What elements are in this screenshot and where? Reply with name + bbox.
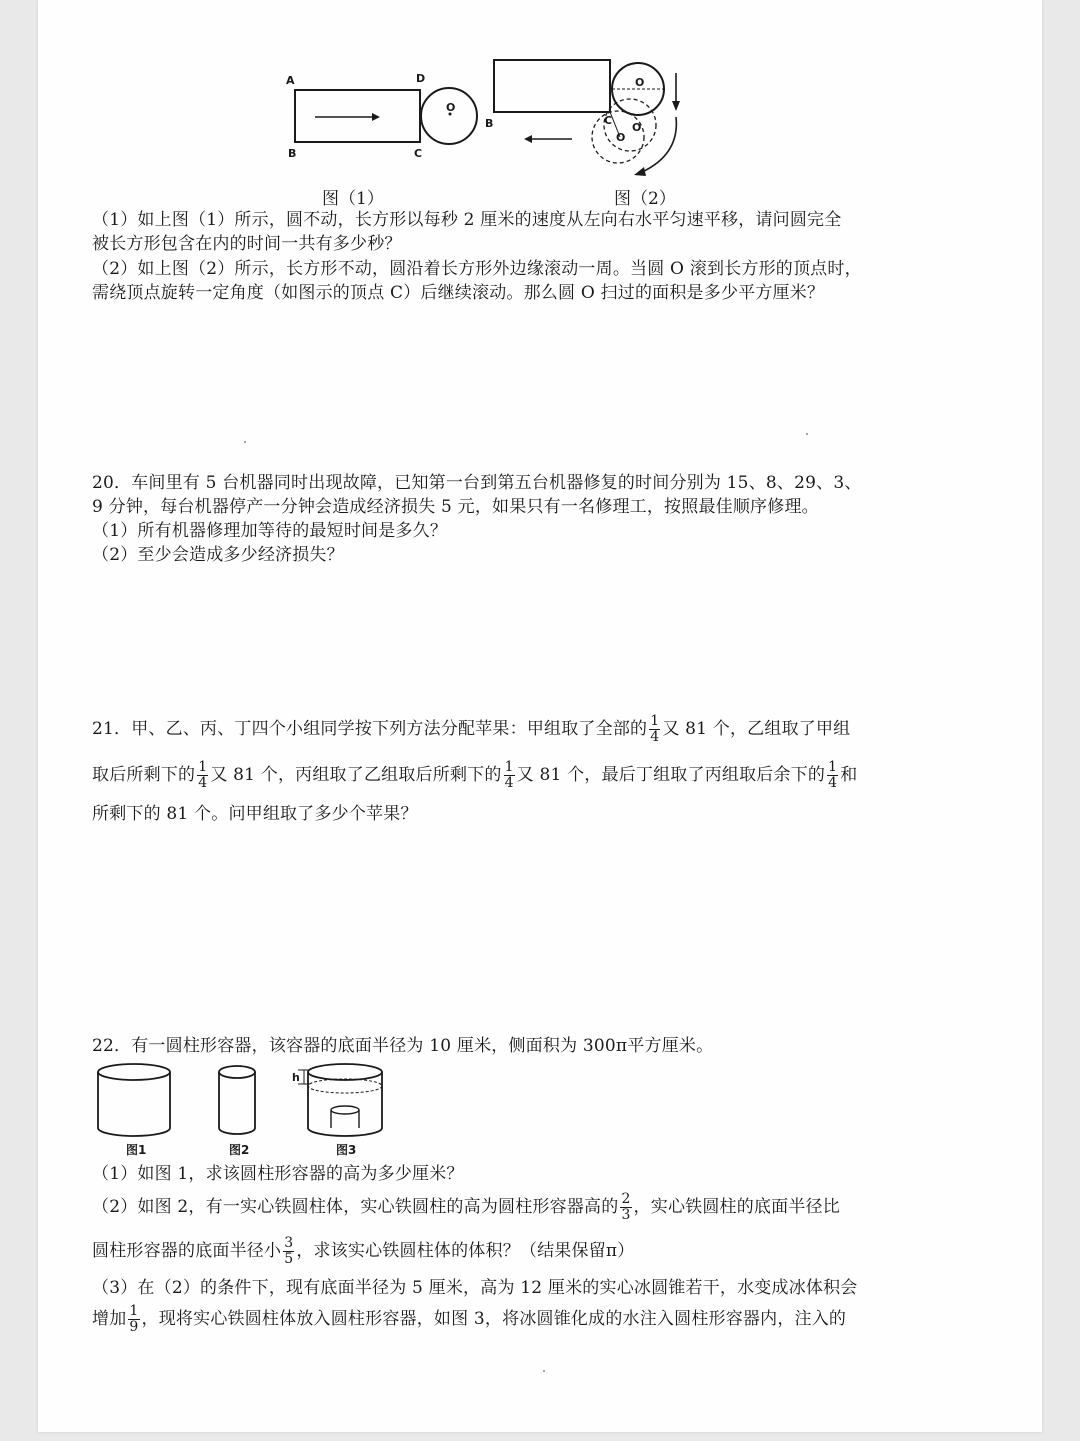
return-arrow-head bbox=[524, 135, 532, 143]
label-b-fig2: B bbox=[485, 117, 494, 130]
label-o-fig2-low: O bbox=[616, 131, 626, 144]
q22-p2-text-c: 圆柱形容器的底面半径小 bbox=[92, 1241, 282, 1261]
q22-fraction-three-fifths: $\frac{3}{5}$ bbox=[284, 1235, 294, 1267]
iron-cylinder-top bbox=[219, 1066, 255, 1078]
q19-part2-line2: 需绕顶点旋转一定角度（如图示的顶点 C）后继续滚动。那么圆 O 扫过的面积是多少平方厘米？ bbox=[92, 283, 825, 303]
motion-arrow-head bbox=[372, 113, 380, 121]
q22-part3-line1: （3）在（2）的条件下，现有底面半径为 5 厘米，高为 12 厘米的实心冰圆锥若干，水变成冰体积会 bbox=[92, 1278, 858, 1298]
cylinder-bottom bbox=[98, 1128, 170, 1136]
q21-line3: 所剩下的 81 个。问甲组取了多少个苹果？ bbox=[92, 804, 418, 824]
q21-l1-text-b: 又 81 个，乙组取了甲组 bbox=[662, 719, 851, 739]
iron-cylinder-bottom bbox=[219, 1128, 255, 1134]
label-d: D bbox=[416, 72, 426, 85]
q22-h-label: h bbox=[292, 1071, 300, 1084]
q21-l1-text-a: 21．甲、乙、丙、丁四个小组同学按下列方法分配苹果：甲组取了全部的 bbox=[92, 719, 648, 739]
q20-line3: （1）所有机器修理加等待的最短时间是多久？ bbox=[92, 521, 448, 541]
q20-line2: 9 分钟，每台机器停产一分钟会造成经济损失 5 元，如果只有一名修理工，按照最佳顺序修理。 bbox=[92, 497, 819, 517]
q21-line1 bbox=[92, 712, 850, 746]
q21-fraction-1: $\frac{1}{4}$ bbox=[650, 713, 660, 745]
q21-line2 bbox=[92, 758, 857, 792]
q20-line4: （2）至少会造成多少经济损失？ bbox=[92, 545, 344, 565]
down-arrow-head bbox=[672, 101, 680, 111]
q19-part1-line2: 被长方形包含在内的时间一共有多少秒？ bbox=[92, 234, 402, 254]
label-c-fig2: C bbox=[604, 114, 613, 127]
container-top bbox=[308, 1064, 382, 1080]
q22-fig2-label: 图2 bbox=[229, 1143, 250, 1157]
label-a: A bbox=[286, 74, 295, 87]
q22-figure-2-iron-cylinder bbox=[217, 1064, 261, 1144]
q22-p2-text-d: ，求该实心铁圆柱体的体积？（结果保留π） bbox=[296, 1241, 635, 1261]
rolling-path-arc-head bbox=[634, 167, 646, 176]
q20-line1: 20．车间里有 5 台机器同时出现故障，已知第一台到第五台机器修复的时间分别为 15、8、29、3、 bbox=[92, 473, 862, 493]
q21-l2-text-c: 又 81 个，最后丁组取了丙组取后余下的 bbox=[516, 765, 826, 785]
rectangle-abcd bbox=[295, 90, 420, 142]
scan-speck bbox=[244, 441, 246, 443]
label-b: B bbox=[288, 147, 297, 160]
label-o-fig2-mid: O bbox=[632, 121, 642, 134]
q22-p2-text-a: （2）如图 2，有一实心铁圆柱体，实心铁圆柱的高为圆柱形容器高的 bbox=[92, 1197, 619, 1217]
q22-p2-text-b: ，实心铁圆柱的底面半径比 bbox=[633, 1197, 840, 1217]
container-bottom bbox=[308, 1128, 382, 1136]
q22-figure-1-cylinder bbox=[96, 1062, 176, 1142]
scan-speck bbox=[806, 433, 808, 435]
circle-o bbox=[421, 88, 477, 144]
q22-line1: 22．有一圆柱形容器，该容器的底面半径为 10 厘米，侧面积为 300π平方厘米。 bbox=[92, 1036, 714, 1056]
scan-speck bbox=[543, 1370, 545, 1372]
q22-part1: （1）如图 1，求该圆柱形容器的高为多少厘米？ bbox=[92, 1164, 464, 1184]
q22-p3-text-c: ，现将实心铁圆柱体放入圆柱形容器，如图 3，将冰圆锥化成的水注入圆柱形容器内，注入的 bbox=[141, 1309, 847, 1329]
q19-part2-line1: （2）如上图（2）所示，长方形不动，圆沿着长方形外边缘滚动一周。当圆 O 滚到长方形的顶点时， bbox=[92, 259, 862, 279]
label-c: C bbox=[414, 147, 423, 160]
q22-part3-line2 bbox=[92, 1302, 846, 1336]
figure-2-caption: 图（2） bbox=[614, 189, 676, 209]
cylinder-top bbox=[98, 1064, 170, 1080]
rectangle-fixed bbox=[494, 60, 610, 112]
q22-p3-text-b: 增加 bbox=[92, 1309, 127, 1329]
q22-fraction-two-thirds: $\frac{2}{3}$ bbox=[621, 1191, 631, 1223]
q21-l2-text-b: 又 81 个，丙组取了乙组取后所剩下的 bbox=[210, 765, 502, 785]
q21-l2-text-d: 和 bbox=[840, 765, 858, 785]
q22-fig3-label: 图3 bbox=[336, 1143, 357, 1157]
figure-2-diagram bbox=[480, 55, 700, 180]
inner-cylinder-top bbox=[331, 1106, 359, 1114]
q22-figure-3-container bbox=[288, 1060, 388, 1144]
label-o: O bbox=[446, 101, 456, 114]
q21-l2-text-a: 取后所剩下的 bbox=[92, 765, 196, 785]
q21-fraction-2: $\frac{1}{4}$ bbox=[198, 759, 208, 791]
label-o-fig2-top: O bbox=[635, 76, 645, 89]
q19-part1-line1: （1）如上图（1）所示，圆不动，长方形以每秒 2 厘米的速度从左向右水平匀速平移，请问圆完全 bbox=[92, 210, 842, 230]
rolling-path-arc bbox=[640, 117, 676, 173]
q21-fraction-3: $\frac{1}{4}$ bbox=[504, 759, 514, 791]
figure-1-caption: 图（1） bbox=[322, 189, 384, 209]
q21-fraction-4: $\frac{1}{4}$ bbox=[828, 759, 838, 791]
water-surface bbox=[308, 1079, 382, 1093]
figure-1-diagram bbox=[280, 70, 480, 170]
q22-fig1-label: 图1 bbox=[126, 1143, 147, 1157]
q22-part2-line2 bbox=[92, 1234, 635, 1268]
q22-fraction-one-ninth: $\frac{1}{9}$ bbox=[129, 1303, 139, 1335]
q22-part2-line1 bbox=[92, 1190, 840, 1224]
